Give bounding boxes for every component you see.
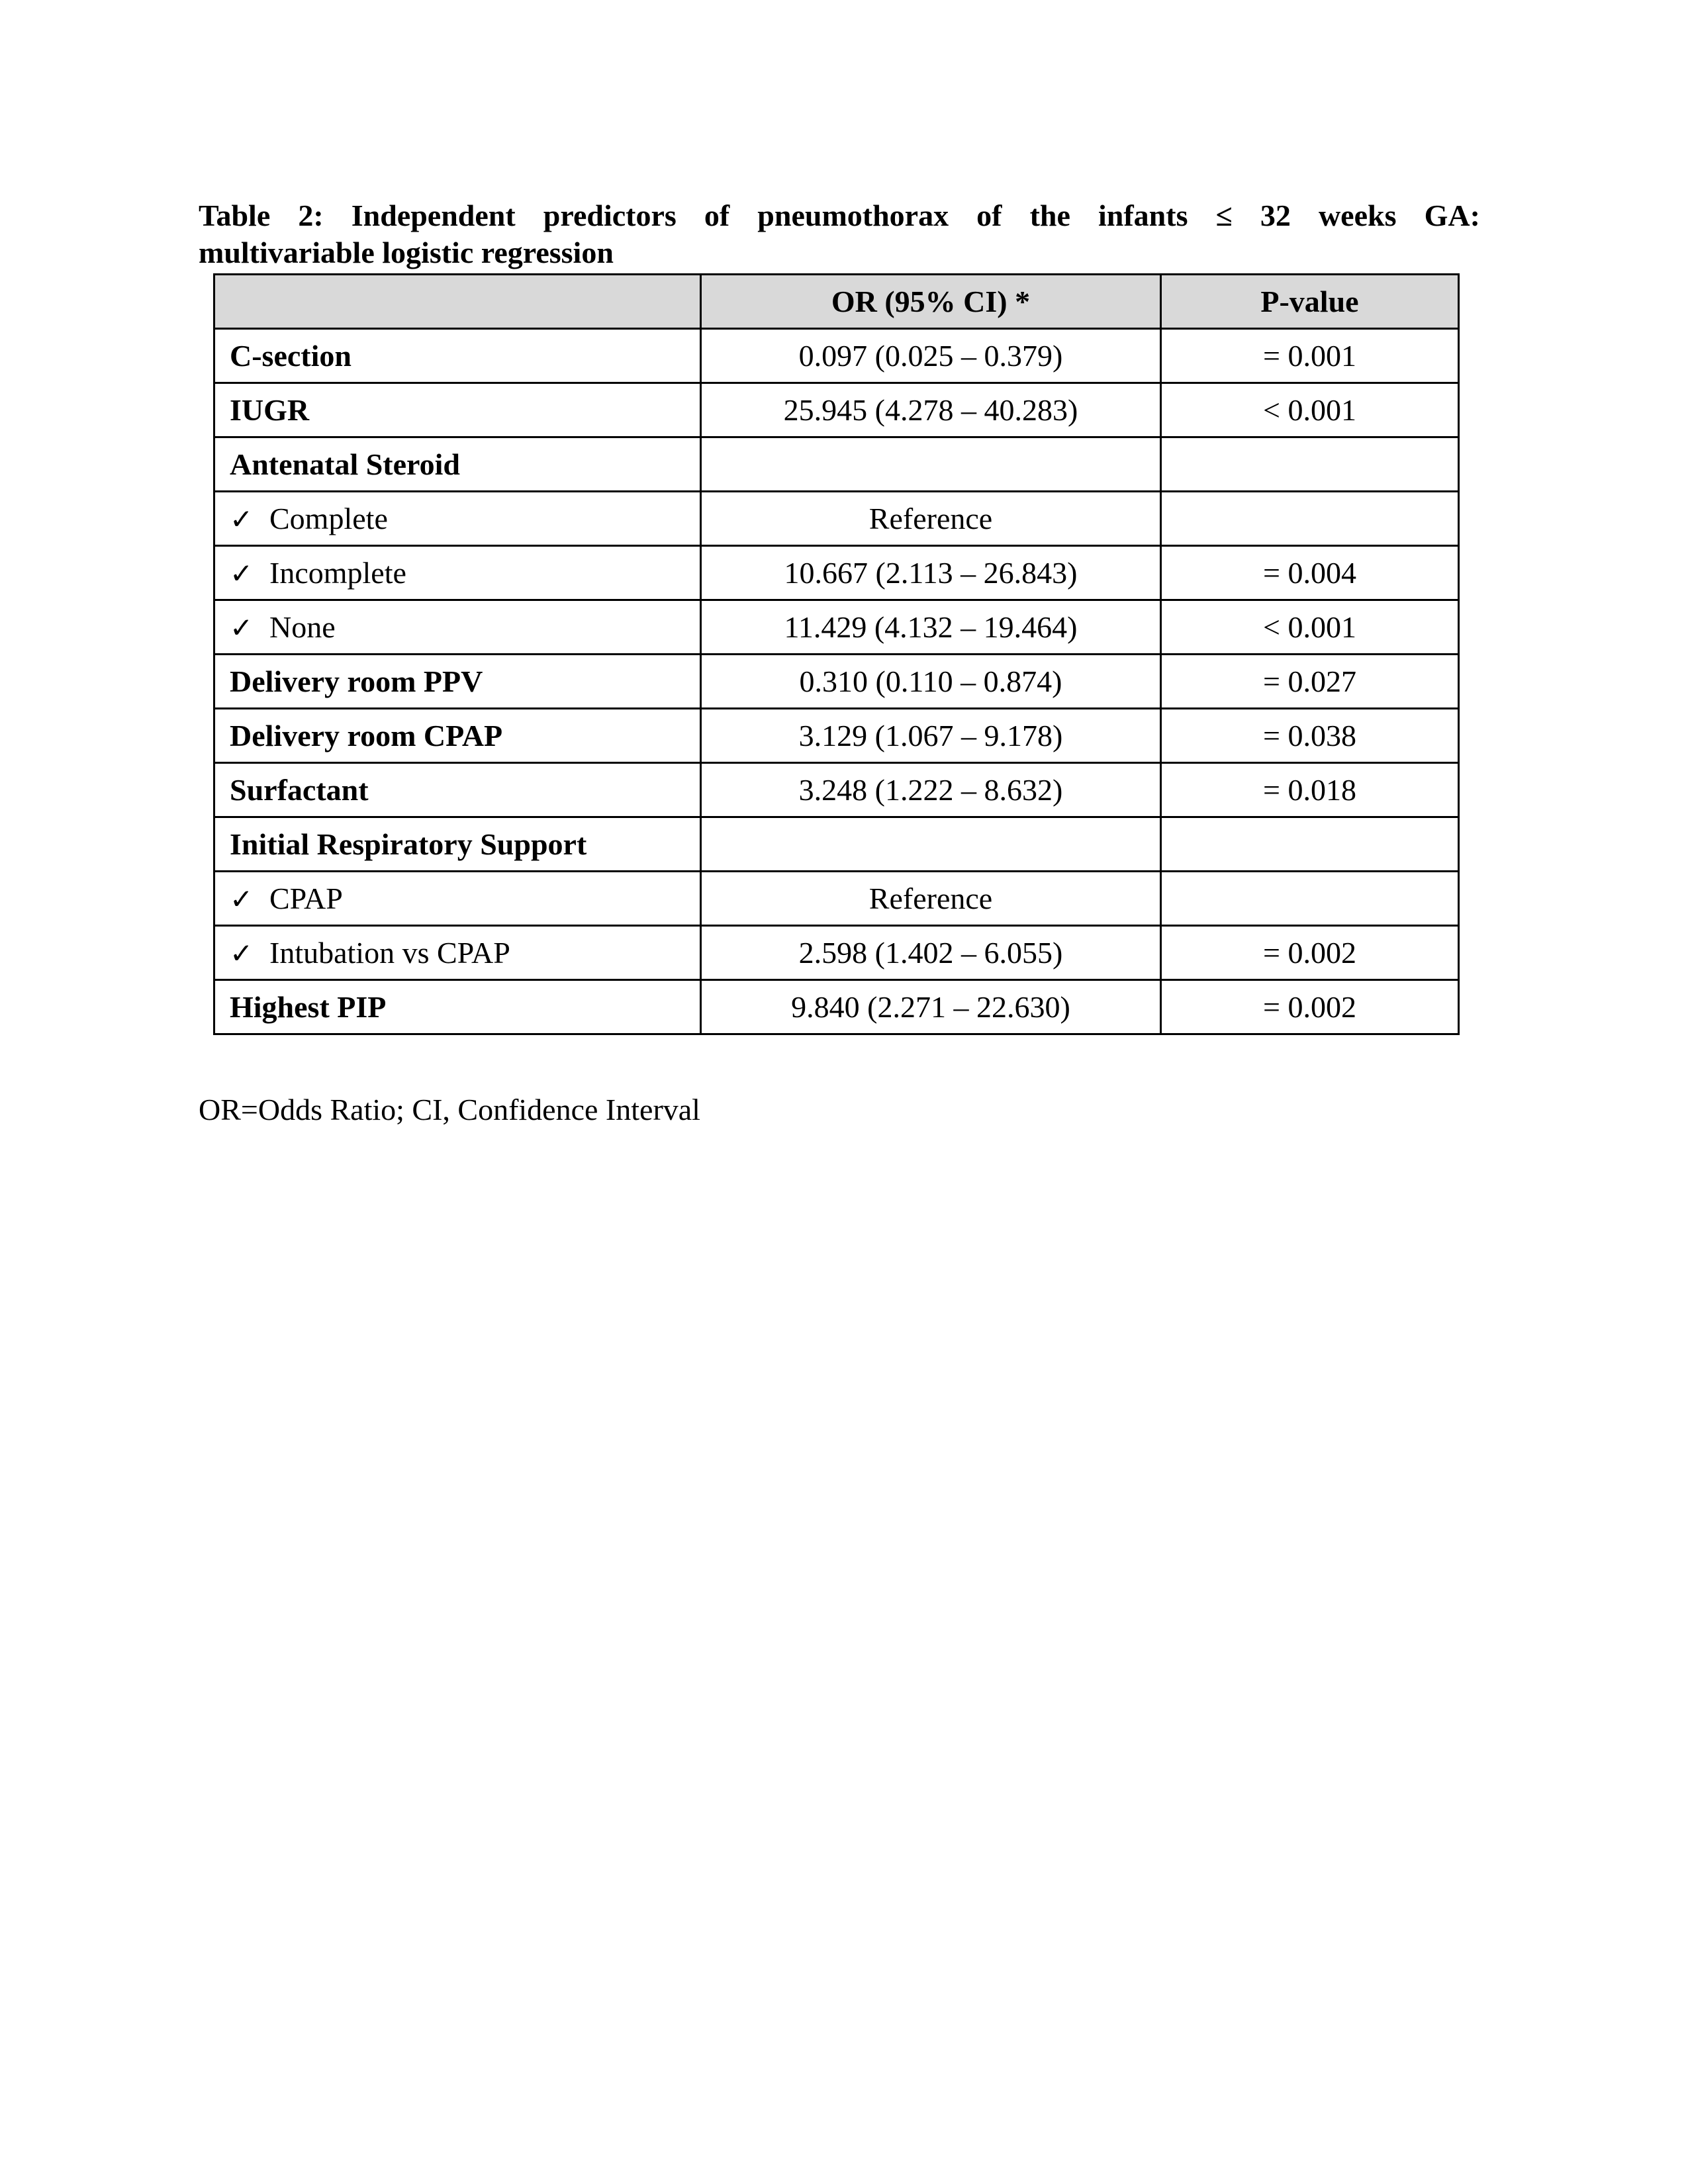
odds-ratio-cell [701, 437, 1161, 492]
p-value-cell [1161, 437, 1459, 492]
odds-ratio-cell: 3.248 (1.222 – 8.632) [701, 763, 1161, 817]
table-row [214, 655, 1459, 709]
row-sublabel-text: CPAP [269, 881, 343, 915]
p-value-cell: = 0.002 [1161, 926, 1459, 980]
p-value-cell: = 0.001 [1161, 329, 1459, 383]
results-table [213, 273, 1460, 1035]
header-cell-or: OR (95% CI) * [701, 275, 1161, 329]
caption-word: of [704, 199, 730, 232]
row-sublabel [214, 546, 701, 600]
caption-word: ≤ [1215, 199, 1233, 232]
caption-word: Independent [351, 199, 516, 232]
table-row [214, 817, 1459, 872]
caption-word: GA: [1424, 199, 1480, 232]
row-label: Highest PIP [214, 980, 701, 1034]
row-sublabel [214, 872, 701, 926]
header-cell-pvalue: P-value [1161, 275, 1459, 329]
p-value-cell: = 0.004 [1161, 546, 1459, 600]
table-row [214, 546, 1459, 600]
p-value-cell: < 0.001 [1161, 383, 1459, 437]
caption-word: weeks [1318, 199, 1397, 232]
row-sublabel [214, 600, 701, 655]
table-row [214, 437, 1459, 492]
caption-word: 32 [1260, 199, 1291, 232]
checkmark-icon: ✓ [230, 557, 254, 590]
header-row [214, 275, 1459, 329]
row-sublabel-text: Intubation vs CPAP [269, 935, 510, 970]
odds-ratio-cell: 0.097 (0.025 – 0.379) [701, 329, 1161, 383]
odds-ratio-cell: Reference [701, 492, 1161, 546]
row-label: Delivery room CPAP [214, 709, 701, 763]
caption-word: pneumothorax [757, 199, 949, 232]
odds-ratio-cell [701, 817, 1161, 872]
table-row [214, 329, 1459, 383]
caption-word: of [976, 199, 1002, 232]
header-cell-variable [214, 275, 701, 329]
p-value-cell [1161, 872, 1459, 926]
table-row [214, 492, 1459, 546]
caption-line-2: multivariable logistic regression [199, 236, 614, 269]
odds-ratio-cell: 25.945 (4.278 – 40.283) [701, 383, 1161, 437]
caption-word: 2: [298, 199, 324, 232]
table-row [214, 709, 1459, 763]
row-label: IUGR [214, 383, 701, 437]
p-value-cell: < 0.001 [1161, 600, 1459, 655]
p-value-cell: = 0.027 [1161, 655, 1459, 709]
row-sublabel-text: Complete [269, 501, 388, 535]
odds-ratio-cell: 0.310 (0.110 – 0.874) [701, 655, 1161, 709]
row-label: Antenatal Steroid [214, 437, 701, 492]
table-footnote: OR=Odds Ratio; CI, Confidence Interval [199, 1093, 700, 1126]
row-sublabel-text: None [269, 610, 336, 644]
table-row [214, 383, 1459, 437]
table-body [214, 329, 1459, 1034]
table-row [214, 926, 1459, 980]
caption-word: the [1029, 199, 1070, 232]
row-label: C-section [214, 329, 701, 383]
checkmark-icon: ✓ [230, 611, 254, 644]
row-sublabel [214, 492, 701, 546]
odds-ratio-cell: 9.840 (2.271 – 22.630) [701, 980, 1161, 1034]
odds-ratio-cell: 3.129 (1.067 – 9.178) [701, 709, 1161, 763]
odds-ratio-cell: 11.429 (4.132 – 19.464) [701, 600, 1161, 655]
table-row [214, 872, 1459, 926]
checkmark-icon: ✓ [230, 882, 254, 915]
p-value-cell: = 0.018 [1161, 763, 1459, 817]
p-value-cell: = 0.002 [1161, 980, 1459, 1034]
caption-word: predictors [543, 199, 677, 232]
checkmark-icon: ✓ [230, 502, 254, 535]
table-header [214, 275, 1459, 329]
table-row [214, 980, 1459, 1034]
table-caption [199, 197, 1480, 271]
caption-word: Table [199, 199, 271, 232]
row-sublabel [214, 926, 701, 980]
row-label: Surfactant [214, 763, 701, 817]
odds-ratio-cell: 10.667 (2.113 – 26.843) [701, 546, 1161, 600]
row-sublabel-text: Incomplete [269, 555, 406, 590]
p-value-cell [1161, 492, 1459, 546]
table-row [214, 600, 1459, 655]
checkmark-icon: ✓ [230, 936, 254, 970]
table-row [214, 763, 1459, 817]
odds-ratio-cell: Reference [701, 872, 1161, 926]
caption-word: infants [1098, 199, 1188, 232]
row-label: Initial Respiratory Support [214, 817, 701, 872]
row-label: Delivery room PPV [214, 655, 701, 709]
p-value-cell: = 0.038 [1161, 709, 1459, 763]
caption-line-1 [199, 197, 1480, 234]
p-value-cell [1161, 817, 1459, 872]
odds-ratio-cell: 2.598 (1.402 – 6.055) [701, 926, 1161, 980]
